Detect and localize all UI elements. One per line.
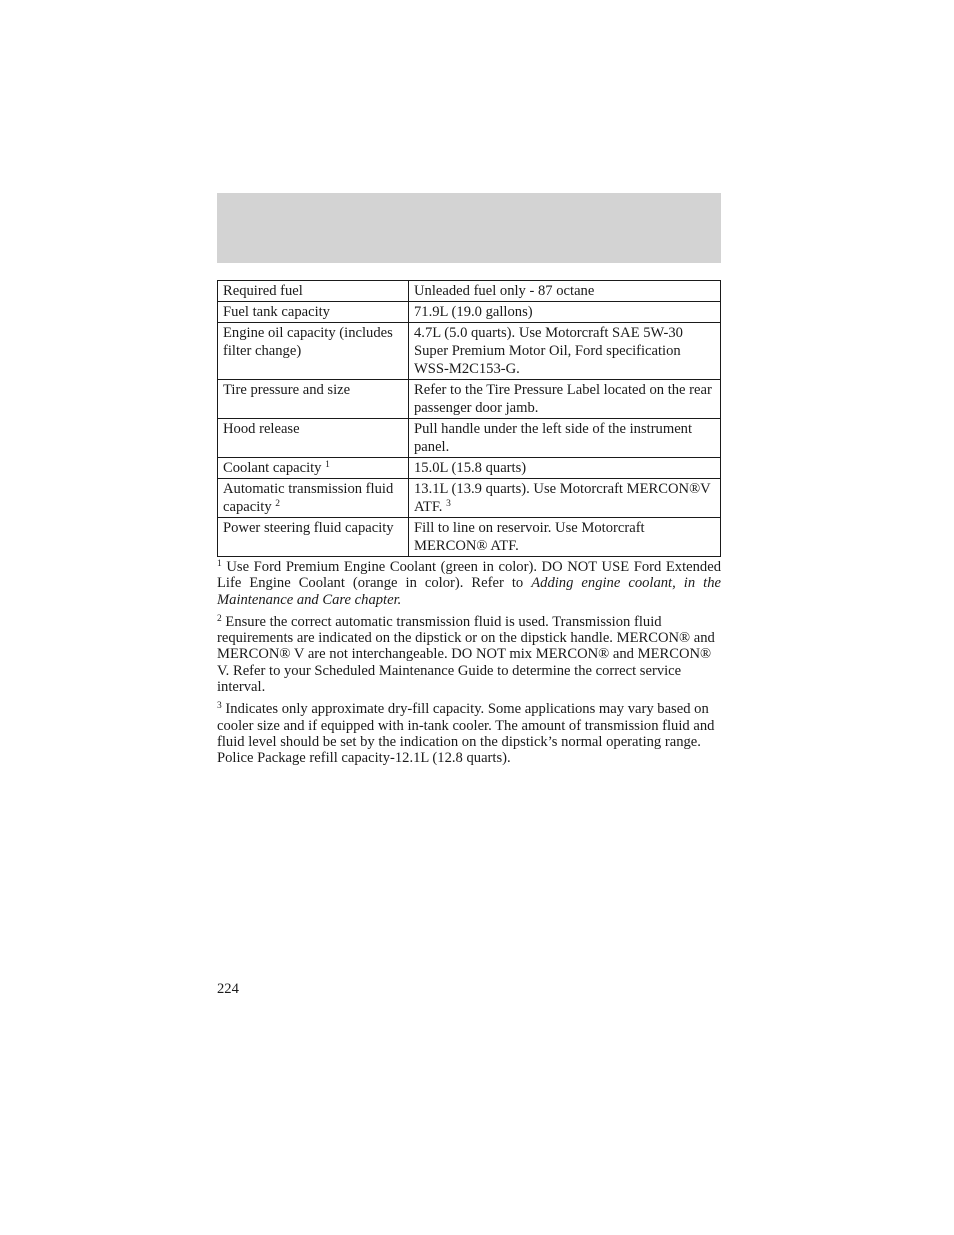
page-number: 224 [217,981,239,997]
spec-value: Fill to line on reservoir. Use Motorcraft MERCON® ATF. [409,518,721,557]
spec-label: Fuel tank capacity [218,302,409,323]
table-row [218,281,721,302]
spec-label: Automatic transmission fluid capacity $^2$ [218,479,409,518]
footnote-ref: 1 [325,460,330,470]
table-row [218,302,721,323]
spec-label: Engine oil capacity (includes filter change) [218,323,409,380]
table-row [218,518,721,557]
footnote-ref: 2 [275,499,281,509]
footnote-marker: 1 [217,559,222,569]
spec-value: Pull handle under the left side of the instrument panel. [409,419,721,458]
footnote-ref: 3 [446,499,451,509]
table-row [218,458,721,479]
section-header-band [217,193,721,263]
table-row [218,419,721,458]
specifications-table [217,280,721,557]
table-row [218,323,721,380]
spec-value: 4.7L (5.0 quarts). Use Motorcraft SAE 5W-30 Super Premium Motor Oil, Ford specification WSS-M2C153-G. [409,323,721,380]
footnotes [217,559,721,773]
spec-value: Refer to the Tire Pressure Label located on the rear passenger door jamb. [409,380,721,419]
spec-label: Hood release [218,419,409,458]
footnote-marker: 2 [217,613,222,624]
spec-label: Required fuel [218,281,409,302]
spec-value: 13.1L (13.9 quarts). Use Motorcraft MERCON®V ATF. $^3$ [409,479,721,518]
spec-value: 15.0L (15.8 quarts) [409,458,721,479]
footnote-2: $^2$ Ensure the correct automatic transmission fluid is used. Transmission fluid requirements are indicated on the dipstick or on the dipstick handle. MERCON® and MERCON® V are not interchangeable. DO NOT mix MERCON® and MERCON® V. Refer to your Scheduled Maintenance Guide to determine the correct service interval. [217,613,715,696]
table-row [218,380,721,419]
spec-value: 71.9L (19.0 gallons) [409,302,721,323]
cross-reference: Adding engine coolant, in the Maintenance and Care chapter. [217,575,721,608]
spec-value: Unleaded fuel only - 87 octane [409,281,721,302]
table-row [218,479,721,518]
spec-label: Power steering fluid capacity [218,518,409,557]
footnote-1: $^1$ Use Ford Premium Engine Coolant (green in color). DO NOT USE Ford Extended Life Engine Coolant (orange in color). Refer to Adding engine coolant, in the Maintenance and Care chapter. [217,559,722,608]
footnote-3: $^3$ Indicates only approximate dry-fill capacity. Some applications may vary based on cooler size and if equipped with in-tank cooler. The amount of transmission fluid and fluid level should be set by the indication on the dipstick’s normal operating range. Police Package refill capacity-12.1L (12.8 quarts). [217,701,715,767]
spec-label: Tire pressure and size [218,380,409,419]
footnote-marker: 3 [217,701,222,712]
spec-label: Coolant capacity $^1$ [218,458,409,479]
